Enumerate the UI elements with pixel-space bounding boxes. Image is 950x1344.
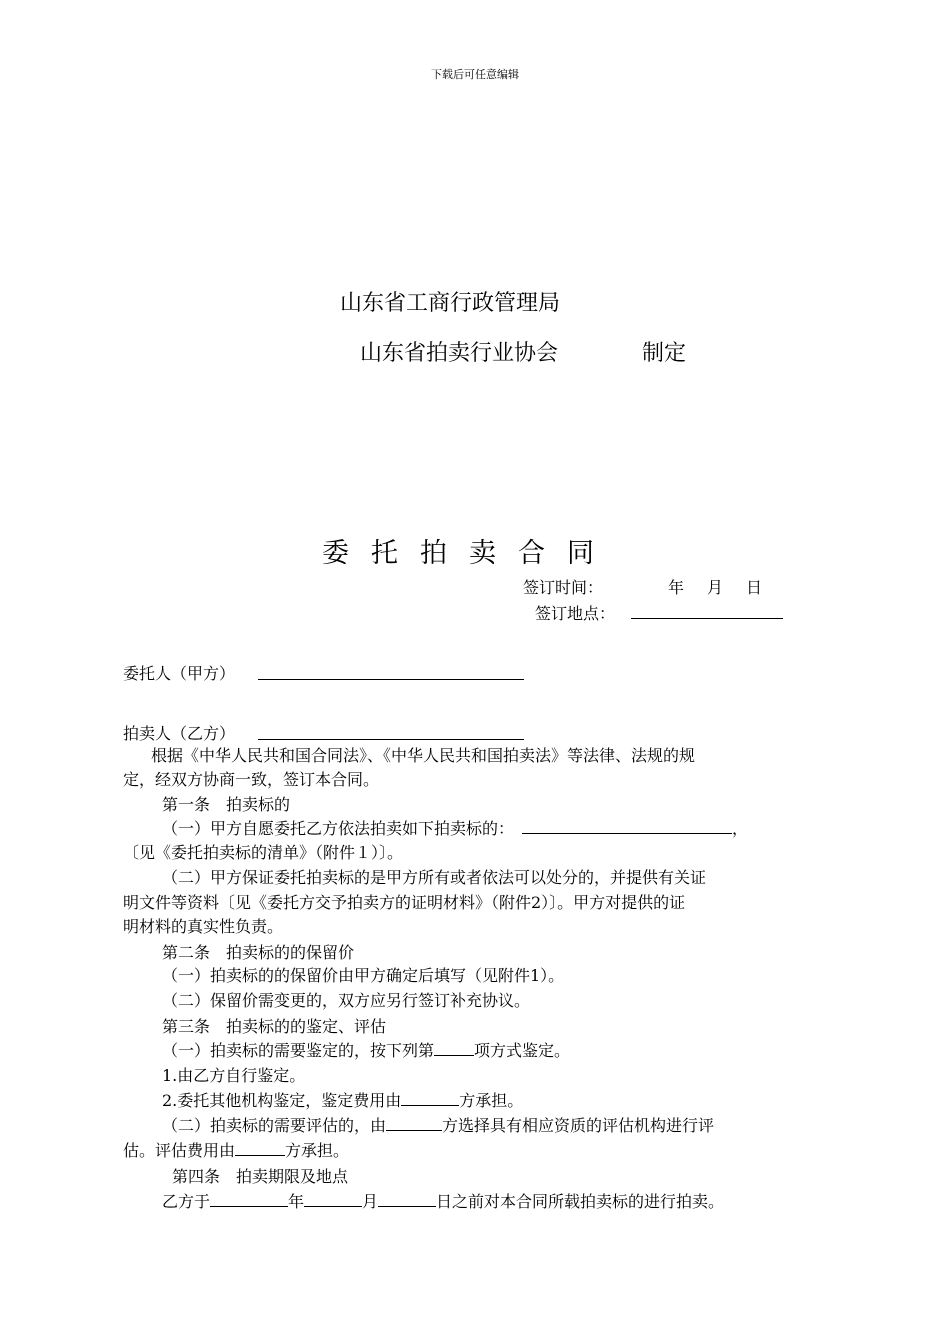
article-3-item-1: 1.由乙方自行鉴定。 — [162, 1066, 306, 1085]
subject-blank[interactable] — [522, 817, 732, 834]
article-2-para-2: （二）保留价需变更的，双方应另行签订补充协议。 — [162, 991, 531, 1010]
article-4-year: 年 — [288, 1192, 305, 1211]
sign-time-year: 年 — [668, 578, 685, 597]
sign-place-label: 签订地点： — [535, 604, 616, 623]
article-1-para-1-comma: ， — [732, 819, 749, 838]
article-3-para-2-text: （二）拍卖标的需要评估的，由 — [162, 1116, 387, 1135]
sign-time-month: 月 — [707, 578, 724, 597]
auctioneer-blank[interactable] — [258, 739, 524, 740]
sign-time-label: 签订时间： — [523, 578, 604, 597]
deadline-day-blank[interactable] — [378, 1190, 436, 1207]
article-3-para-1-end: 项方式鉴定。 — [474, 1041, 571, 1060]
article-4-month: 月 — [362, 1192, 379, 1211]
article-3-para-1 — [162, 1039, 570, 1063]
article-1-para-1-text: （一）甲方自愿委托乙方依法拍卖如下拍卖标的： — [162, 819, 515, 838]
article-3-item-2-end: 方承担。 — [459, 1091, 524, 1110]
article-4-heading: 第四条 拍卖期限及地点 — [172, 1167, 349, 1186]
article-1-para-2-line-1: （二）甲方保证委托拍卖标的是甲方所有或者依法可以处分的，并提供有关证 — [162, 868, 707, 887]
preamble-line-1: 根据《中华人民共和国合同法》、《中华人民共和国拍卖法》等法律、法规的规 — [151, 746, 696, 765]
sign-time-day: 日 — [746, 578, 763, 597]
issuer-suffix: 制定 — [642, 341, 687, 366]
evaluation-fee-blank[interactable] — [235, 1139, 285, 1156]
article-3-para-2-line-2 — [123, 1139, 349, 1163]
deadline-month-blank[interactable] — [304, 1190, 362, 1207]
article-3-para-2-line-2-end: 方承担。 — [285, 1141, 350, 1160]
article-4-text-start: 乙方于 — [162, 1192, 211, 1211]
evaluator-blank[interactable] — [386, 1114, 442, 1131]
article-1-para-1 — [162, 817, 748, 841]
deadline-year-blank[interactable] — [210, 1190, 288, 1207]
article-1-para-2-line-3: 明材料的真实性负责。 — [123, 917, 284, 936]
auctioneer-label: 拍卖人（乙方） — [123, 724, 236, 743]
article-3-item-2 — [162, 1089, 523, 1113]
client-blank[interactable] — [258, 679, 524, 680]
preamble-line-2: 定，经双方协商一致，签订本合同。 — [123, 770, 380, 789]
issuer-line-2: 山东省拍卖行业协会 — [360, 341, 559, 366]
article-1-para-1-cont: 〔见《委托拍卖标的清单》（附件１）〕。 — [123, 843, 404, 862]
contract-title: 委托拍卖合同 — [322, 538, 616, 569]
article-4-text-end: 日之前对本合同所载拍卖标的进行拍卖。 — [436, 1192, 725, 1211]
article-3-para-1-text: （一）拍卖标的需要鉴定的，按下列第 — [162, 1041, 435, 1060]
method-blank[interactable] — [434, 1039, 474, 1056]
sign-place-blank[interactable] — [631, 618, 783, 619]
appraisal-fee-blank[interactable] — [401, 1089, 459, 1106]
article-3-para-2-cont: 方选择具有相应资质的评估机构进行评 — [442, 1116, 715, 1135]
client-label: 委托人（甲方） — [123, 664, 236, 683]
issuer-line-1: 山东省工商行政管理局 — [340, 291, 561, 316]
header-note: 下载后可任意编辑 — [431, 68, 519, 81]
article-3-para-2 — [162, 1114, 714, 1138]
article-1-para-2-line-2: 明文件等资料〔见《委托方交予拍卖方的证明材料》（附件2）〕。甲方对提供的证 — [123, 893, 686, 912]
article-4-para-1 — [162, 1190, 724, 1214]
article-2-heading: 第二条 拍卖标的的保留价 — [162, 943, 355, 962]
article-1-heading: 第一条 拍卖标的 — [162, 795, 291, 814]
article-2-para-1: （一）拍卖标的的保留价由甲方确定后填写（见附件1）。 — [162, 966, 565, 985]
article-3-item-2-text: 2.委托其他机构鉴定，鉴定费用由 — [162, 1091, 402, 1110]
article-3-para-2-line-2-text: 估。评估费用由 — [123, 1141, 236, 1160]
article-3-heading: 第三条 拍卖标的的鉴定、评估 — [162, 1017, 387, 1036]
